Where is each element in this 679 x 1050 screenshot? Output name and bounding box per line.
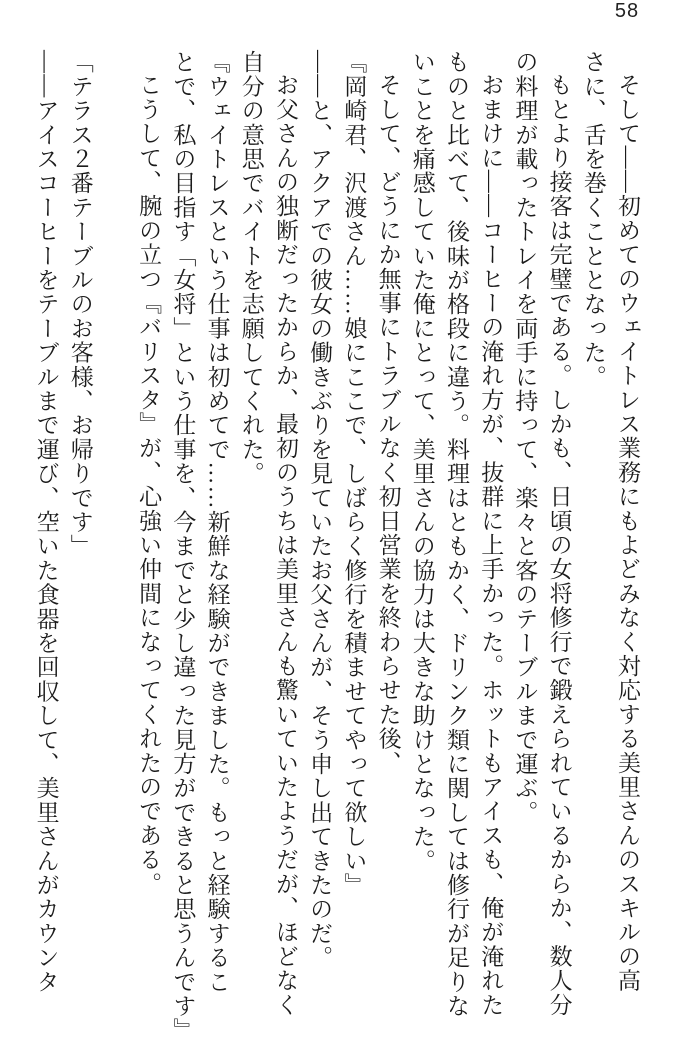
page-number: 58 [614, 0, 640, 22]
text-line: さに、舌を巻くこととなった。 [580, 50, 606, 389]
body-text [28, 50, 644, 1050]
text-line: そして、どうにか無事にトラブルなく初日営業を終わらせた後、 [375, 73, 401, 775]
blank-line [97, 50, 131, 1050]
text-line: もとより接客は完璧である。しかも、日頃の女将修行で鍛えられているからか、数人分 [546, 73, 572, 1017]
text-line: こうして、腕の立つ『バリスタ』が、心強い仲間になってくれたのである。 [136, 73, 162, 896]
text-line: の料理が載ったトレイを両手に持って、楽々と客のテーブルまで運ぶ。 [512, 50, 538, 825]
text-line: そして――初めてのウェイトレス業務にもよどみなく対応する美里さんのスキルの高 [615, 73, 640, 993]
text-line: 『ウェイトレスという仕事は初めてで……新鮮な経験ができました。もっと経験するこ [204, 50, 230, 994]
text-line: とで、私の目指す「女将」という仕事を、今までと少し違った見方ができると思うんです』 [170, 50, 196, 1043]
text-line: ――アイスコーヒーをテーブルまで運び、空いた食器を回収して、美里さんがカウンタ [33, 50, 59, 994]
text-line: ――と、アクアでの彼女の働きぶりを見ていたお父さんが、そう申し出てきたのだ。 [307, 50, 333, 970]
text-line: お父さんの独断だったからか、最初のうちは美里さんも驚いていたようだが、ほどなく [272, 73, 298, 1017]
text-line: ものと比べて、後味が格段に違う。料理はともかく、ドリンク類に関しては修行が足りな [443, 50, 469, 1018]
text-line: 『岡崎君、沢渡さん……娘にここで、しばらく修行を積ませてやって欲しい』 [341, 50, 367, 897]
text-line: いことを痛感していた俺にとって、美里さんの協力は大きな助けとなった。 [409, 50, 435, 873]
text-line: おまけに――コーヒーの淹れ方が、抜群に上手かった。ホットもアイスも、俺が淹れた [478, 73, 504, 1017]
text-line: 「テラス２番テーブルのお客様、お帰りです」 [67, 50, 93, 559]
text-line: 自分の意思でバイトを志願してくれた。 [238, 50, 264, 486]
